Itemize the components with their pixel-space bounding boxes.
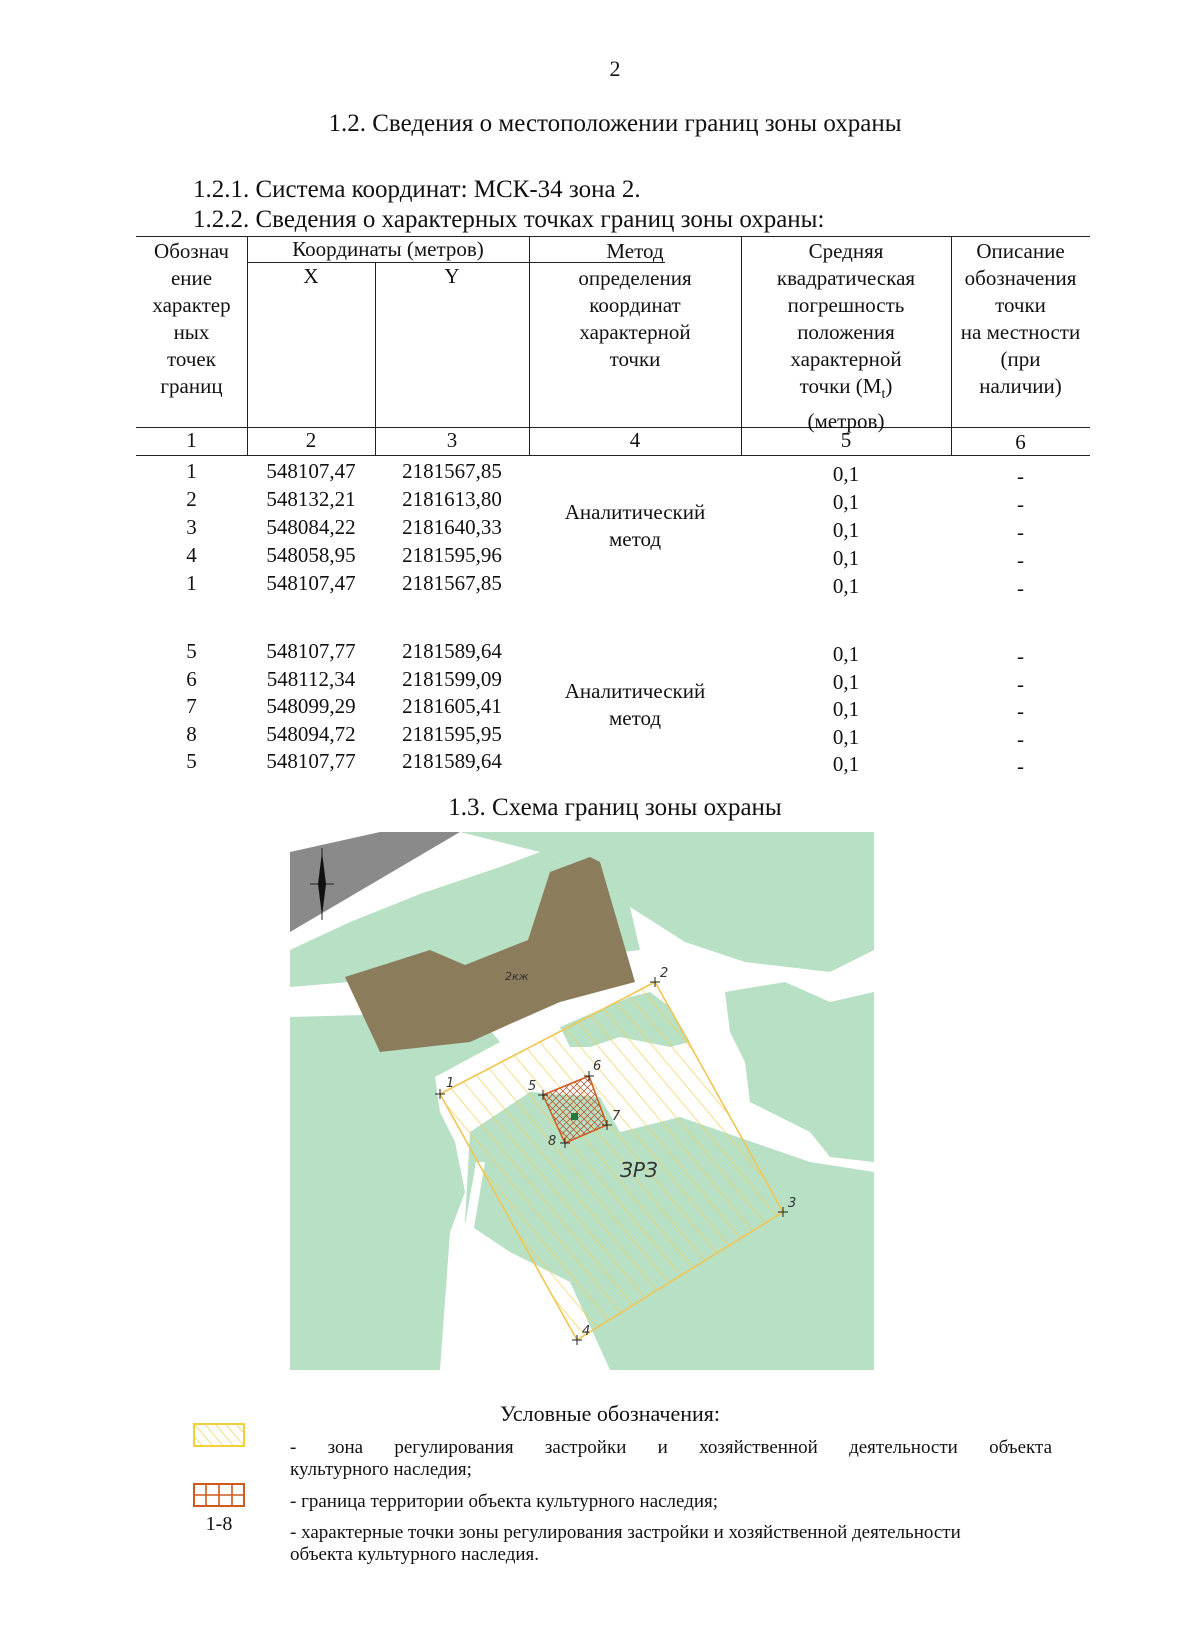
cell-point-number: 5 bbox=[186, 749, 197, 773]
cell-y: 2181567,85 bbox=[402, 459, 502, 483]
numbers-bottom-rule bbox=[136, 455, 1090, 456]
cell-mean-error: 0,1 bbox=[832, 574, 860, 598]
point-label-2: 2 bbox=[660, 966, 669, 981]
cell-point-number: 5 bbox=[186, 639, 197, 663]
cell-y: 2181567,85 bbox=[402, 571, 502, 595]
zone-label: ЗРЗ bbox=[620, 1158, 658, 1182]
legend-title: Условные обозначения: bbox=[499, 1401, 721, 1426]
cell-y: 2181605,41 bbox=[402, 694, 502, 718]
cell-description: - bbox=[1017, 464, 1024, 488]
cell-x: 548132,21 bbox=[266, 487, 356, 511]
points-heading: 1.2.2. Сведения о характерных точках границ зоны охраны: bbox=[193, 206, 825, 233]
point-label-7: 7 bbox=[612, 1109, 621, 1124]
cell-x: 548107,47 bbox=[266, 459, 356, 483]
cell-mean-error: 0,1 bbox=[832, 518, 860, 542]
cell-mean-error: 0,1 bbox=[832, 490, 860, 514]
header-y: Y bbox=[444, 264, 460, 288]
cell-mean-error: 0,1 bbox=[832, 669, 860, 694]
header-method: Метод определения координат характерной точки bbox=[578, 239, 692, 371]
boundary-scheme-map bbox=[290, 832, 874, 1370]
cell-mean-error: 0,1 bbox=[832, 642, 860, 666]
cell-description: - bbox=[1017, 492, 1024, 516]
column-number: 1 bbox=[186, 428, 197, 452]
legend-item-zone: - зона регулирования застройки и хозяйственной деятельности объекта культурного наследия; bbox=[290, 1437, 1052, 1480]
header-x: X bbox=[303, 264, 319, 288]
cell-method: Аналитический метод bbox=[564, 500, 706, 551]
cell-mean-error: 0,1 bbox=[832, 697, 860, 721]
cell-x: 548112,34 bbox=[266, 666, 356, 691]
cell-point-number: 3 bbox=[186, 515, 197, 539]
cell-description: - bbox=[1017, 644, 1024, 668]
cell-point-number: 2 bbox=[186, 487, 197, 511]
legend-item-points: - характерные точки зоны регулирования застройки и хозяйственной деятельности объекта культурного наследия. bbox=[290, 1522, 961, 1565]
section-title: 1.2. Сведения о местоположении границ зоны охраны bbox=[328, 110, 902, 137]
cell-y: 2181595,96 bbox=[402, 543, 502, 567]
cell-point-number: 4 bbox=[186, 543, 197, 567]
cell-description: - bbox=[1017, 520, 1024, 544]
column-number: 4 bbox=[629, 428, 641, 452]
legend-points-symbol: 1-8 bbox=[205, 1513, 233, 1535]
point-label-6: 6 bbox=[593, 1059, 602, 1074]
header-description: Описание обозначения точки на местности (при наличии) bbox=[960, 239, 1081, 398]
cell-x: 548058,95 bbox=[266, 543, 356, 567]
cell-description: - bbox=[1017, 754, 1024, 778]
point-label-3: 3 bbox=[788, 1196, 797, 1211]
cell-point-number: 1 bbox=[186, 571, 197, 595]
header-coordinates-group: Координаты (метров) bbox=[292, 237, 484, 261]
point-label-5: 5 bbox=[528, 1079, 537, 1094]
cell-x: 548099,29 bbox=[266, 694, 356, 718]
cell-point-number: 7 bbox=[186, 694, 197, 718]
header-mean-error: Средняя квадратическая погрешность положения характерной точки $(M_t)$ (метров) bbox=[776, 239, 916, 434]
legend-item-heritage: - граница территории объекта культурного наследия; bbox=[290, 1491, 719, 1512]
heritage-object-marker bbox=[571, 1113, 578, 1120]
cell-point-number: 1 bbox=[186, 459, 197, 483]
cell-x: 548107,77 bbox=[266, 749, 356, 773]
page-number: 2 bbox=[609, 56, 621, 81]
cell-x: 548107,77 bbox=[266, 639, 356, 663]
cell-description: - bbox=[1017, 699, 1024, 723]
cell-y: 2181599,09 bbox=[402, 666, 502, 691]
cell-mean-error: 0,1 bbox=[832, 724, 860, 749]
scheme-title: 1.3. Схема границ зоны охраны bbox=[448, 794, 782, 821]
cell-x: 548107,47 bbox=[266, 571, 356, 595]
cell-x: 548084,22 bbox=[266, 515, 356, 539]
coordinate-system-line: 1.2.1. Система координат: МСК-34 зона 2. bbox=[193, 176, 641, 203]
cell-y: 2181613,80 bbox=[402, 487, 502, 511]
cell-description: - bbox=[1017, 671, 1024, 696]
cell-x: 548094,72 bbox=[266, 721, 356, 746]
cell-point-number: 8 bbox=[186, 721, 197, 746]
point-label-4: 4 bbox=[582, 1324, 591, 1339]
cell-mean-error: 0,1 bbox=[832, 462, 860, 486]
cell-y: 2181589,64 bbox=[402, 749, 502, 773]
cell-point-number: 6 bbox=[186, 666, 197, 691]
cell-mean-error: 0,1 bbox=[832, 546, 860, 570]
column-number: 6 bbox=[1015, 430, 1026, 454]
cell-description: - bbox=[1017, 576, 1024, 600]
column-number: 2 bbox=[305, 428, 317, 452]
cell-y: 2181595,95 bbox=[402, 721, 502, 746]
point-label-8: 8 bbox=[548, 1134, 557, 1149]
cell-mean-error: 0,1 bbox=[832, 752, 860, 776]
legend-heritage-symbol-icon bbox=[193, 1483, 245, 1507]
point-label-1: 1 bbox=[446, 1076, 455, 1091]
header-point-designation: Обознач ение характер ных точек границ bbox=[152, 239, 231, 398]
legend-zone-symbol-icon bbox=[193, 1423, 245, 1447]
cell-y: 2181640,33 bbox=[402, 515, 502, 539]
building-label: 2кж bbox=[505, 970, 529, 983]
column-number: 3 bbox=[446, 428, 458, 452]
cell-description: - bbox=[1017, 726, 1024, 751]
cell-description: - bbox=[1017, 548, 1024, 572]
cell-y: 2181589,64 bbox=[402, 639, 502, 663]
cell-method: Аналитический метод bbox=[564, 679, 706, 730]
column-number: 5 bbox=[840, 428, 852, 452]
